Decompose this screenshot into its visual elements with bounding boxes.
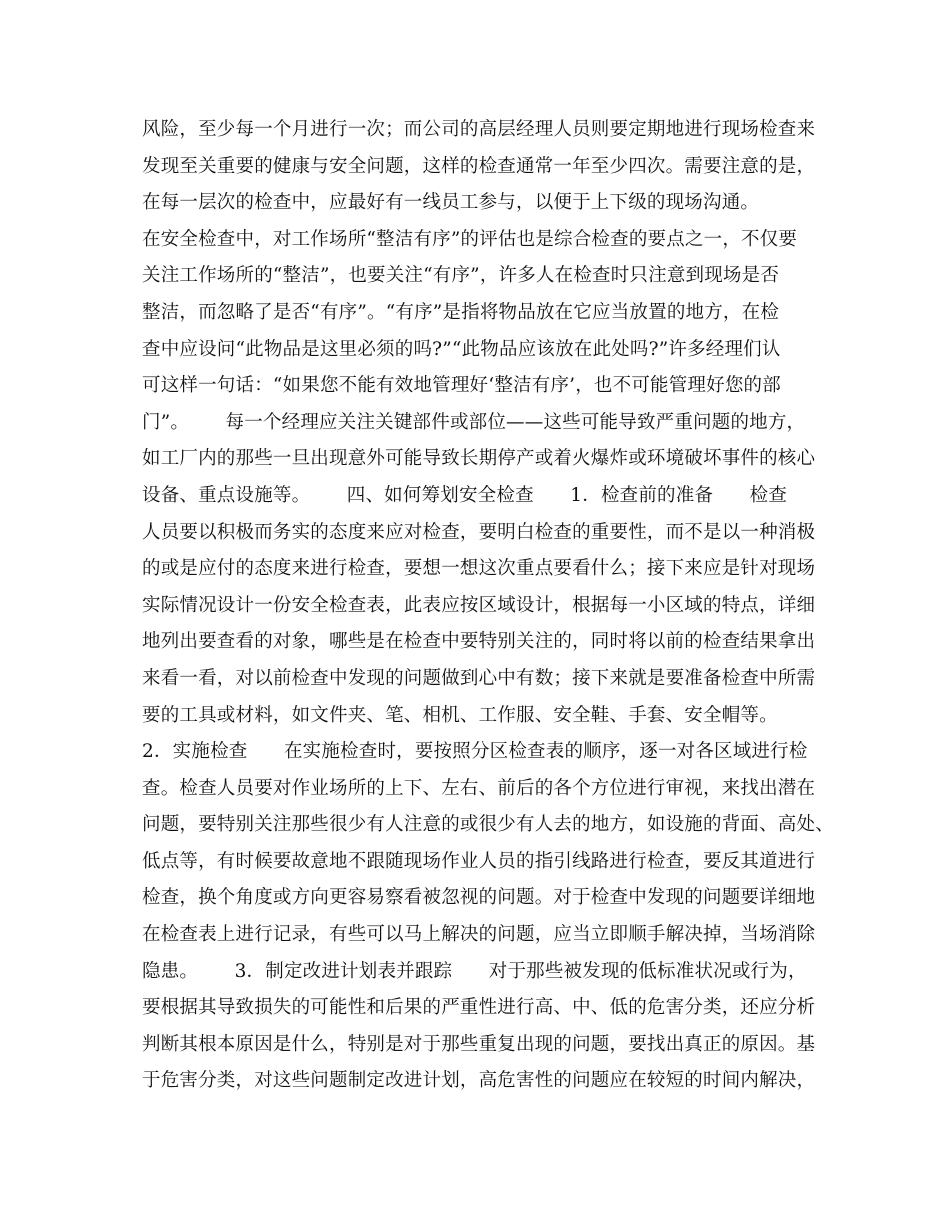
text-line: 门”。 每一个经理应关注关键部件或部位——这些可能导致严重问题的地方， [142, 411, 806, 433]
text-line: 整洁，而忽略了是否“有序”。“有序”是指将物品放在它应当放置的地方，在检 [142, 301, 780, 323]
text-line: 2．实施检查 在实施检查时，要按照分区检查表的顺序，逐一对各区域进行检 [142, 741, 808, 763]
text-line: 人员要以积极而务实的态度来应对检查，要明白检查的重要性，而不是以一种消极 [142, 521, 816, 543]
text-line: 检查，换个角度或方向更容易察看被忽视的问题。对于检查中发现的问题要详细地 [142, 887, 816, 909]
text-line: 可这样一句话：“如果您不能有效地管理好‘整洁有序’，也不可能管理好您的部 [142, 375, 781, 397]
text-line: 隐患。 3．制定改进计划表并跟踪 对于那些被发现的低标准状况或行为， [142, 960, 807, 982]
text-line: 关注工作场所的“整洁”，也要关注“有序”，许多人在检查时只注意到现场是否 [142, 265, 780, 287]
text-line: 低点等，有时候要故意地不跟随现场作业人员的指引线路进行检查，要反其道进行 [142, 850, 816, 872]
text-line: 来看一看，对以前检查中发现的问题做到心中有数；接下来就是要准备检查中所需 [142, 667, 816, 689]
text-line: 设备、重点设施等。 四、如何筹划安全检查 1．检查前的准备 检查 [142, 484, 788, 506]
text-line: 在每一层次的检查中，应最好有一线员工参与，以便于上下级的现场沟通。 [142, 192, 760, 214]
text-line: 查中应设问“此物品是这里必须的吗?”“此物品应该放在此处吗?”许多经理们认 [142, 338, 781, 360]
text-line: 查。检查人员要对作业场所的上下、左右、前后的各个方位进行审视，来找出潜在 [142, 777, 816, 799]
text-line: 问题，要特别关注那些很少有人注意的或很少有人去的地方，如设施的背面、高处、 [142, 814, 834, 836]
text-line: 地列出要查看的对象，哪些是在检查中要特别关注的，同时将以前的检查结果拿出 [142, 631, 816, 653]
text-line: 判断其根本原因是什么，特别是对于那些重复出现的问题，要找出真正的原因。基 [142, 1033, 816, 1055]
text-line: 在安全检查中，对工作场所“整洁有序”的评估也是综合检查的要点之一，不仅要 [142, 228, 798, 250]
text-line: 于危害分类，对这些问题制定改进计划，高危害性的问题应在较短的时间内解决， [142, 1070, 816, 1092]
text-line: 要的工具或材料，如文件夹、笔、相机、工作服、安全鞋、手套、安全帽等。 [142, 704, 778, 726]
text-line: 实际情况设计一份安全检查表，此表应按区域设计，根据每一小区域的特点，详细 [142, 594, 816, 616]
text-line: 在检查表上进行记录，有些可以马上解决的问题，应当立即顺手解决掉，当场消除 [142, 924, 816, 946]
body-text [142, 112, 834, 1100]
text-line: 的或是应付的态度来进行检查，要想一想这次重点要看什么；接下来应是针对现场 [142, 558, 816, 580]
text-line: 风险，至少每一个月进行一次；而公司的高层经理人员则要定期地进行现场检查来 [142, 119, 816, 140]
text-line: 发现至关重要的健康与安全问题，这样的检查通常一年至少四次。需要注意的是， [142, 155, 816, 177]
text-line: 如工厂内的那些一旦出现意外可能导致长期停产或着火爆炸或环境破坏事件的核心 [142, 448, 816, 470]
text-line: 要根据其导致损失的可能性和后果的严重性进行高、中、低的危害分类，还应分析 [142, 997, 816, 1019]
